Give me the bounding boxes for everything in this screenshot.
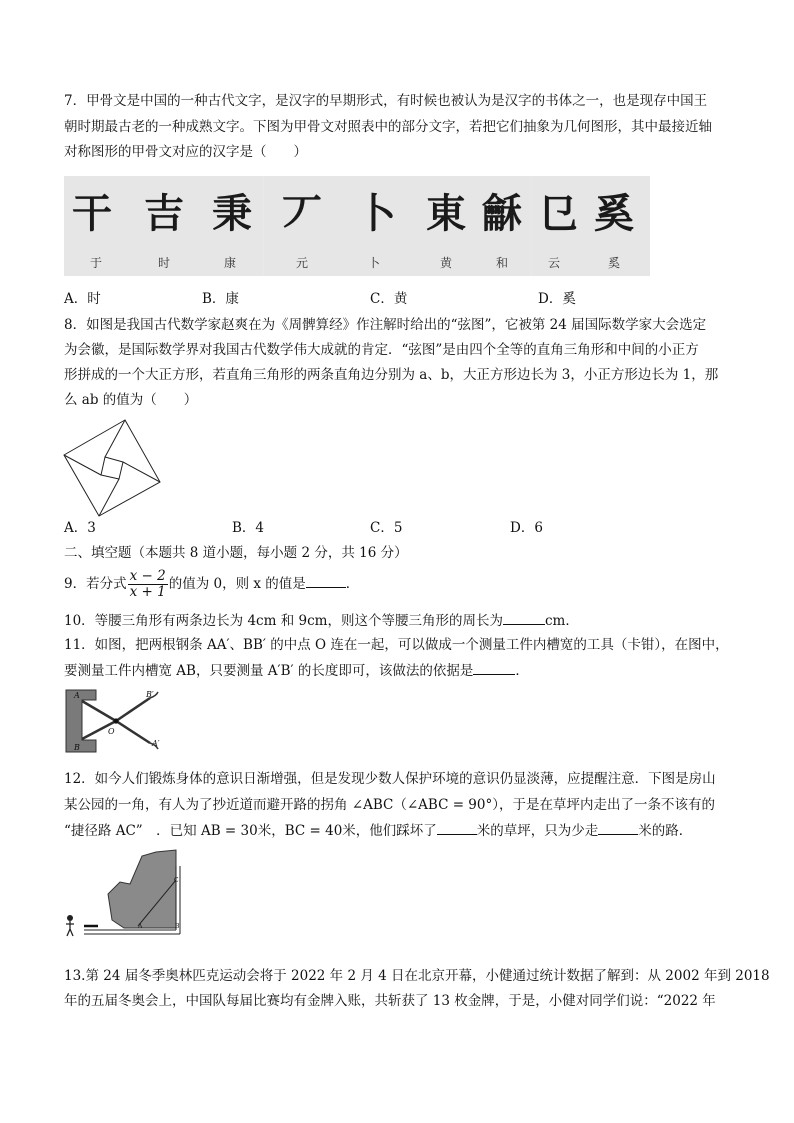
q9-denominator: x + 1 <box>129 584 166 600</box>
q8-text-line-1: 8．如图是我国古代数学家赵爽在为《周髀算经》作注解时给出的“弦图”，它被第 24 届国际数学家大会选定 <box>64 317 707 333</box>
oracle-glyph: 奚 <box>594 190 634 237</box>
oracle-label: 康 <box>224 256 237 270</box>
park-lawn-diagram <box>62 848 186 944</box>
oracle-label: 和 <box>496 256 509 270</box>
q7-option-b[interactable]: B．康 <box>202 291 239 307</box>
label-b-prime: B′ <box>146 690 154 699</box>
q12-answer-blank-1[interactable] <box>437 821 477 835</box>
q13-text-line-2: 年的五届冬奥会上，中国队每届比赛均有金牌入账，共斩获了 13 枚金牌，于是，小健对同学们说：“2022 年 <box>64 993 716 1009</box>
section-heading: 二、填空题（本题共 8 道小题，每小题 2 分，共 16 分） <box>64 545 408 561</box>
q8-text-line-2: 为会徽，是国际数学界对我国古代数学伟大成就的肯定．“弦图”是由四个全等的直角三角形和中间的小正方 <box>64 342 699 358</box>
oracle-label: 时 <box>158 256 171 270</box>
label-o: O <box>108 727 115 736</box>
inner-square <box>101 457 123 479</box>
q9-answer-blank[interactable] <box>306 574 346 588</box>
q11-end: ． <box>515 663 529 679</box>
q12-answer-blank-2[interactable] <box>598 821 638 835</box>
q10-text: 10．等腰三角形有两条边长为 4cm 和 9cm，则这个等腰三角形的周长为 <box>64 613 503 629</box>
q8-option-b[interactable]: B．4 <box>232 520 265 536</box>
oracle-bone-figure <box>64 176 650 276</box>
oracle-glyph: 東 <box>426 190 466 237</box>
q9-line <box>64 567 359 601</box>
q7-text-line-3: 对称图形的甲骨文对应的汉字是（ ） <box>64 144 307 160</box>
q8-option-c[interactable]: C．5 <box>370 520 403 536</box>
oracle-label: 云 <box>548 256 561 270</box>
q12-text-line-3b: 米的草坪，只为少走 <box>476 823 599 839</box>
label-a: A <box>74 691 80 700</box>
q7-text-line-2: 朝时期最古老的一种成熟文字。下图为甲骨文对照表中的部分文字，若把它们抽象为几何图形，其中最接近轴 <box>64 119 712 135</box>
pivot-o <box>113 718 118 723</box>
q9-fraction <box>128 569 168 600</box>
oracle-label: 奚 <box>608 256 621 270</box>
label-a-prime: A′ <box>152 739 160 748</box>
q10-answer-blank[interactable] <box>503 611 545 625</box>
workpiece-groove <box>66 690 96 752</box>
oracle-glyph: 干 <box>72 190 112 237</box>
q12-text-line-1: 12．如今人们锻炼身体的意识日渐增强，但是发现少数人保护环境的意识仍显淡薄，应提醒注意．下图是房山 <box>64 771 716 787</box>
q11-answer-blank[interactable] <box>473 661 515 675</box>
q11-text-line-1: 11．如图，把两根钢条 AA′、BB′ 的中点 O 连在一起，可以做成一个测量工件内槽宽的工具（卡钳），在图中， <box>64 637 729 653</box>
q7-text-line-1: 7．甲骨文是中国的一种古代文字，是汉字的早期形式，有时候也被认为是汉字的书体之一，也是现存中国王 <box>64 93 708 109</box>
q9-prefix: 9．若分式 <box>64 576 127 592</box>
label-a: A <box>138 923 143 930</box>
oracle-glyph: 吉 <box>144 190 184 237</box>
q9-numerator: x − 2 <box>129 568 166 584</box>
lawn-area <box>108 850 176 928</box>
label-c: C <box>174 877 179 884</box>
q12-line-3 <box>64 821 692 840</box>
q7-option-c[interactable]: C．黄 <box>370 291 408 307</box>
oracle-label: 于 <box>90 256 103 270</box>
q8-option-a[interactable]: A．3 <box>64 520 96 536</box>
q10-end: cm． <box>544 613 579 629</box>
q13-text-line-1: 13.第 24 届冬季奥林匹克运动会将于 2022 年 2 月 4 日在北京开幕，小健通过统计数据了解到：从 2002 年到 2018 <box>64 968 770 984</box>
q8-text-line-3: 形拼成的一个大正方形，若直角三角形的两条直角边分别为 a、b，大正方形边长为 3，小正方形边长为 1，那 <box>64 367 719 383</box>
q8-option-d[interactable]: D．6 <box>510 520 543 536</box>
oracle-glyph: 龢 <box>482 190 522 237</box>
oracle-glyph: 㔾 <box>538 190 578 237</box>
caliper-diagram <box>64 688 164 754</box>
outer-square <box>64 420 160 516</box>
q7-option-d[interactable]: D．奚 <box>538 291 576 307</box>
q12-text-line-2: 某公园的一角，有人为了抄近道而避开路的拐角 ∠ABC（∠ABC = 90°），于是在草坪内走出了一条不该有的 <box>64 797 715 813</box>
q7-option-a[interactable]: A．时 <box>64 291 101 307</box>
oracle-glyph: 卜 <box>356 190 396 237</box>
oracle-label: 黄 <box>440 256 453 270</box>
q11-line-2 <box>64 661 529 680</box>
label-b: B <box>175 923 180 930</box>
walker-head <box>67 915 73 921</box>
q12-text-line-3a: “捷径路 AC” ．已知 AB = 30米，BC = 40米，他们踩坏了 <box>64 823 437 839</box>
oracle-glyph: 秉 <box>212 190 252 237</box>
walker-figure-icon <box>66 921 74 936</box>
q9-end: ． <box>345 576 360 592</box>
label-b: B <box>74 743 80 752</box>
q10-line <box>64 611 579 630</box>
q9-suffix: 的值为 0，则 x 的值是 <box>168 576 306 592</box>
oracle-label: 卜 <box>368 256 381 270</box>
oracle-glyph: 丆 <box>282 190 322 237</box>
oracle-label: 元 <box>296 256 309 270</box>
q12-text-line-3c: 米的路． <box>638 823 693 839</box>
q8-text-line-4: 么 ab 的值为（ ） <box>64 392 198 408</box>
q11-text-line-2: 要测量工件内槽宽 AB，只要测量 A′B′ 的长度即可，该做法的依据是 <box>64 663 474 679</box>
string-figure-diagram <box>62 418 162 518</box>
